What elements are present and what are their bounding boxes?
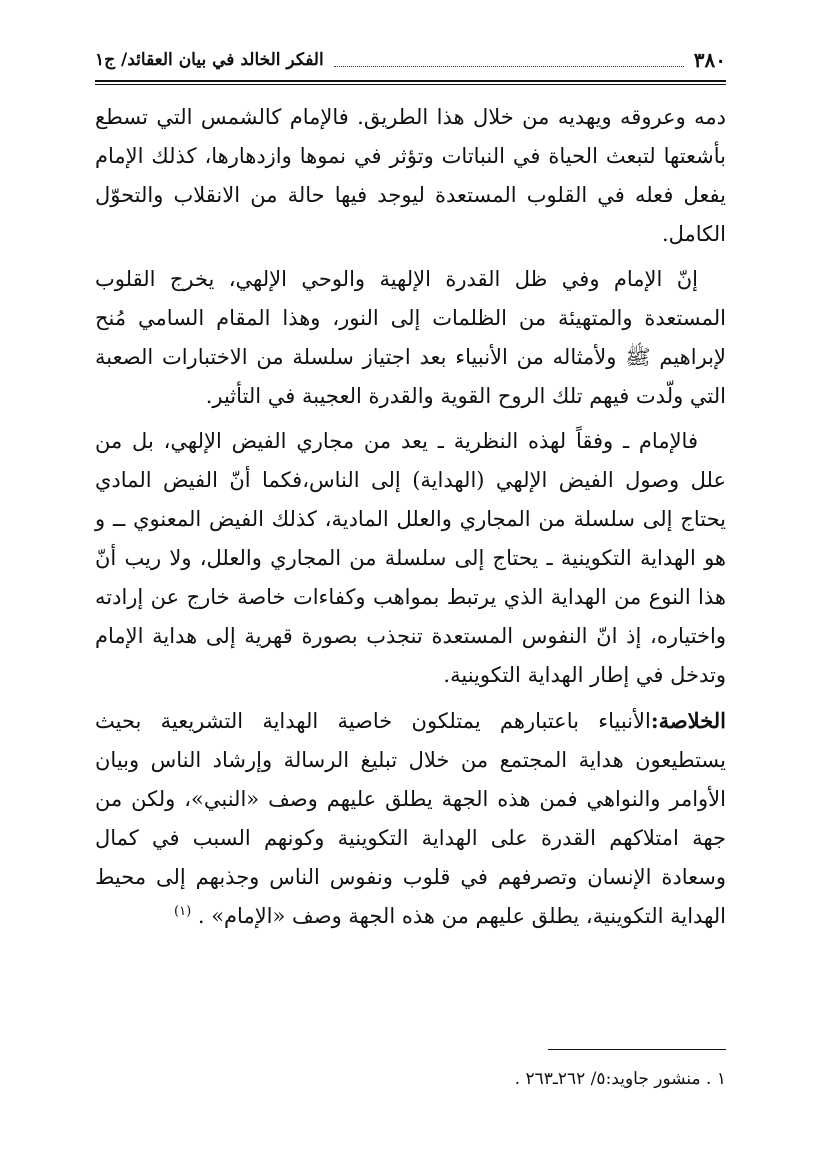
page-number: ٣٨٠ — [693, 48, 726, 72]
footnote-reference[interactable]: (١) — [174, 904, 192, 919]
book-title: الفكر الخالد في بيان العقائد/ ج١ — [95, 50, 324, 70]
paragraph-2: إنّ الإمام وفي ظل القدرة الإلهية والوحي الإلهي، يخرج القلوب المستعدة والمتهيئة من الظلمات إلى النور، وهذا المقام السامي مُنح لإبراهيم ﷺ ولأمثاله من الأنبياء بعد اجتياز سلسلة من الاختبارات الصعبة التي ولّدت فيهم تلك الروح القوية والقدرة العجيبة في التأثير. — [95, 267, 726, 408]
header-dotted-leader — [334, 54, 684, 67]
paragraph-3: فالإمام ـ وفقاً لهذه النظرية ـ يعد من مجاري الفيض الإلهي، بل من علل وصول الفيض الإلهي (الهداية) إلى الناس،فكما أنّ الفيض المادي يحتاج إلى سلسلة من المجاري والعلل المادية، كذلك الفيض المعنوي ــ و هو الهداية التكوينية ـ يحتاج إلى سلسلة من المجاري والعلل، ولا ريب أنّ هذا النوع من الهداية الذي يرتبط بمواهب وكفاءات خاصة خارج عن إرادته واختياره، إذ انّ النفوس المستعدة تنجذب بصورة قهرية إلى هداية الإمام وتدخل في إطار الهداية التكوينية. — [95, 429, 727, 687]
running-header — [95, 42, 726, 78]
footnote-separator — [548, 1049, 726, 1050]
header-rule — [95, 80, 726, 85]
summary-label: الخلاصة: — [650, 708, 726, 733]
paragraph-1: دمه وعروقه ويهديه من خلال هذا الطريق. فالإمام كالشمس التي تسطع بأشعتها لتبعث الحياة في النباتات وتؤثر في نموها وازدهارها، كذلك الإمام يفعل فعله في القلوب المستعدة ليوجد فيها حالة من الانقلاب والتحوّل الكامل. — [95, 105, 726, 246]
body-text — [95, 98, 726, 942]
summary-text: الأنبياء باعتبارهم يمتلكون خاصية الهداية التشريعية بحيث يستطيعون هداية المجتمع من خلال تبليغ الرسالة وإرشاد الناس وبيان الأوامر والنواهي فمن هذه الجهة يطلق عليهم وصف «النبي»، ولكن من جهة امتلاكهم القدرة على الهداية التكوينية وكونهم السبب في كمال وسعادة الإنسان وتصرفهم في قلوب ونفوس الناس وجذبهم إلى محيط الهداية التكوينية، يطلق عليهم من هذه الجهة وصف «الإمام» . — [95, 709, 726, 928]
paragraph-summary — [95, 701, 726, 936]
footnote: ١ . منشور جاويد:٥/ ٢٦٢ـ٢٦٣ . — [514, 1069, 726, 1089]
